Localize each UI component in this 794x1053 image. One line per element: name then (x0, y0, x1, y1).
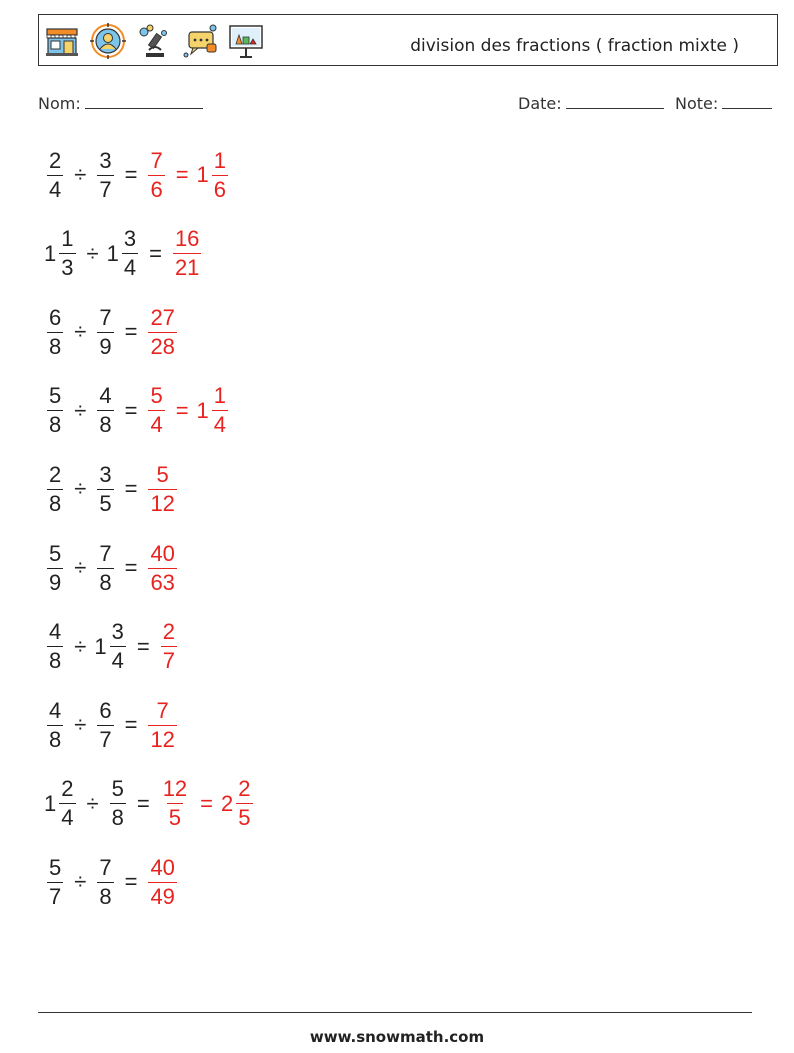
fraction (97, 697, 113, 752)
denominator: 7 (99, 176, 112, 202)
numerator: 1 (61, 226, 74, 252)
fraction (47, 697, 63, 752)
divide-sign: ÷ (74, 633, 87, 659)
worksheet-title: division des fractions ( fraction mixte ) (410, 36, 739, 56)
note-label: Note: (675, 94, 719, 113)
numerator: 7 (99, 540, 112, 566)
fraction (212, 385, 228, 436)
answer (145, 854, 179, 909)
denominator: 8 (49, 726, 62, 752)
date-blank[interactable] (566, 92, 664, 109)
divide-sign: ÷ (74, 397, 87, 423)
denominator: 49 (150, 883, 175, 909)
numerator: 5 (49, 854, 62, 880)
numerator: 2 (61, 776, 74, 802)
answer (145, 540, 179, 595)
numerator: 5 (156, 461, 169, 487)
answer (145, 304, 179, 359)
fraction (110, 621, 126, 672)
divide-sign: ÷ (74, 712, 87, 738)
dividend (44, 621, 66, 672)
footer-divider (38, 1012, 752, 1013)
dividend (44, 854, 66, 909)
problem-row (44, 457, 180, 521)
denominator: 4 (150, 412, 163, 438)
numerator: 5 (49, 540, 62, 566)
divide-sign: ÷ (86, 240, 99, 266)
numerator: 40 (150, 854, 175, 880)
user-target-icon (89, 22, 127, 60)
fraction (47, 385, 63, 436)
numerator: 1 (213, 383, 227, 409)
divide-sign: ÷ (86, 790, 99, 816)
denominator: 8 (111, 805, 124, 831)
name-field (38, 92, 203, 113)
denominator: 8 (99, 412, 112, 438)
equals-sign: = (124, 397, 138, 423)
denominator: 9 (49, 569, 62, 595)
answer (158, 778, 192, 829)
whole-number: 1 (196, 162, 209, 187)
problem-row (44, 300, 180, 364)
answer (145, 385, 167, 436)
denominator: 8 (49, 412, 62, 438)
numerator: 6 (99, 697, 112, 723)
fraction (47, 621, 63, 672)
numerator: 6 (49, 304, 62, 330)
divide-sign: ÷ (74, 476, 87, 502)
denominator: 8 (49, 648, 62, 674)
denominator: 4 (111, 648, 124, 674)
numerator: 7 (99, 854, 112, 880)
denominator: 4 (123, 255, 137, 281)
fraction (110, 778, 126, 829)
numerator: 12 (162, 776, 188, 802)
denominator: 4 (213, 412, 227, 438)
equals-sign: = (124, 712, 138, 738)
fraction (161, 778, 189, 829)
divisor (94, 697, 116, 752)
numerator: 7 (150, 147, 163, 173)
denominator: 6 (213, 176, 227, 202)
numerator: 5 (150, 383, 163, 409)
equals-sign: = (124, 555, 138, 580)
equals-sign: = (124, 319, 138, 345)
denominator: 8 (49, 490, 62, 516)
name-label: Nom: (38, 94, 81, 113)
equals-sign: = (200, 790, 214, 816)
equals-sign: = (124, 162, 138, 187)
divide-sign: ÷ (74, 555, 87, 580)
header-box (38, 14, 778, 66)
fraction (97, 854, 113, 909)
fraction (59, 778, 75, 829)
divide-sign: ÷ (74, 162, 87, 187)
denominator: 8 (99, 883, 112, 909)
fraction (47, 147, 63, 202)
fraction (47, 304, 63, 359)
denominator: 12 (150, 726, 175, 752)
numerator: 3 (111, 619, 124, 645)
numerator: 2 (162, 619, 175, 645)
fraction (97, 385, 113, 436)
fraction (148, 540, 176, 595)
fraction (148, 385, 164, 436)
store-icon (43, 22, 81, 60)
denominator: 9 (99, 333, 112, 359)
note-blank[interactable] (722, 92, 772, 109)
denominator: 8 (49, 333, 62, 359)
numerator: 4 (99, 383, 112, 409)
equals-sign: = (124, 476, 138, 502)
numerator: 5 (49, 383, 62, 409)
fraction (122, 228, 138, 279)
dividend (44, 778, 79, 829)
numerator: 7 (99, 304, 112, 330)
numerator: 2 (49, 461, 62, 487)
denominator: 7 (162, 648, 175, 674)
fraction (148, 304, 176, 359)
denominator: 5 (238, 805, 251, 831)
name-blank[interactable] (85, 92, 203, 109)
fraction (59, 228, 75, 279)
denominator: 8 (99, 569, 112, 595)
dividend (44, 540, 66, 595)
problem-row (44, 379, 231, 443)
denominator: 7 (49, 883, 62, 909)
divisor (94, 385, 116, 436)
whole-number: 1 (44, 240, 57, 266)
divisor (94, 540, 116, 595)
fraction (212, 147, 228, 202)
fraction (236, 778, 252, 829)
answer (145, 147, 167, 202)
divisor (94, 461, 116, 516)
fraction (148, 697, 176, 752)
problem-row (44, 693, 180, 757)
denominator: 7 (99, 726, 112, 752)
answer-mixed (196, 147, 232, 202)
divisor (94, 304, 116, 359)
fraction (148, 461, 176, 516)
fraction (97, 147, 113, 202)
equals-sign: = (136, 633, 150, 659)
denominator: 28 (150, 333, 175, 359)
dividend (44, 147, 66, 202)
answer (145, 461, 179, 516)
whole-number: 2 (221, 790, 234, 816)
denominator: 4 (49, 176, 62, 202)
dividend (44, 228, 79, 279)
divisor (94, 621, 129, 672)
whole-number: 1 (196, 397, 209, 423)
footer-url: www.snowmath.com (309, 1028, 485, 1046)
fraction (173, 228, 201, 279)
numerator: 27 (150, 304, 175, 330)
problem-row (44, 222, 204, 286)
dividend (44, 385, 66, 436)
date-field (518, 92, 664, 113)
fraction (97, 540, 113, 595)
answer (145, 697, 179, 752)
equals-sign: = (175, 162, 189, 187)
divisor (94, 854, 116, 909)
fraction (47, 540, 63, 595)
problem-row (44, 850, 180, 914)
divide-sign: ÷ (74, 319, 87, 345)
header-icons (43, 20, 265, 62)
divisor (94, 147, 116, 202)
numerator: 2 (238, 776, 251, 802)
denominator: 63 (150, 569, 175, 595)
date-label: Date: (518, 94, 562, 113)
denominator: 5 (168, 805, 182, 831)
denominator: 12 (150, 490, 175, 516)
fraction (97, 304, 113, 359)
fraction (47, 854, 63, 909)
numerator: 40 (150, 540, 175, 566)
whole-number: 1 (44, 790, 57, 816)
equals-sign: = (149, 240, 162, 266)
answer (170, 228, 204, 279)
problem-row (44, 536, 180, 600)
answer (158, 621, 180, 672)
denominator: 6 (150, 176, 163, 202)
fraction (97, 461, 113, 516)
chat-icon (181, 22, 219, 60)
answer-mixed (221, 778, 256, 829)
whole-number: 1 (94, 633, 107, 659)
numerator: 16 (174, 226, 200, 252)
divisor (107, 228, 142, 279)
answer-mixed (197, 385, 232, 436)
numerator: 3 (123, 226, 137, 252)
equals-sign: = (124, 869, 138, 895)
numerator: 4 (49, 697, 62, 723)
fraction (148, 147, 164, 202)
denominator: 4 (61, 805, 74, 831)
denominator: 5 (99, 490, 112, 516)
fraction (148, 854, 176, 909)
microscope-icon (135, 22, 173, 60)
presentation-board-icon (227, 22, 265, 60)
problem-row (44, 615, 180, 679)
denominator: 3 (61, 255, 74, 281)
numerator: 5 (111, 776, 124, 802)
dividend (44, 697, 66, 752)
equals-sign: = (136, 790, 150, 816)
dividend (44, 461, 66, 516)
fraction (161, 621, 177, 672)
problem-row (44, 772, 256, 836)
numerator: 3 (99, 147, 112, 173)
equals-sign: = (175, 397, 189, 423)
dividend (44, 304, 66, 359)
problem-row (44, 143, 231, 207)
denominator: 21 (174, 255, 200, 281)
note-field (675, 92, 772, 113)
numerator: 3 (99, 461, 112, 487)
divisor (107, 778, 129, 829)
divide-sign: ÷ (74, 869, 87, 895)
fraction (47, 461, 63, 516)
numerator: 4 (49, 619, 62, 645)
numerator: 2 (49, 147, 62, 173)
numerator: 7 (156, 697, 169, 723)
numerator: 1 (213, 147, 227, 173)
whole-number: 1 (106, 240, 119, 266)
